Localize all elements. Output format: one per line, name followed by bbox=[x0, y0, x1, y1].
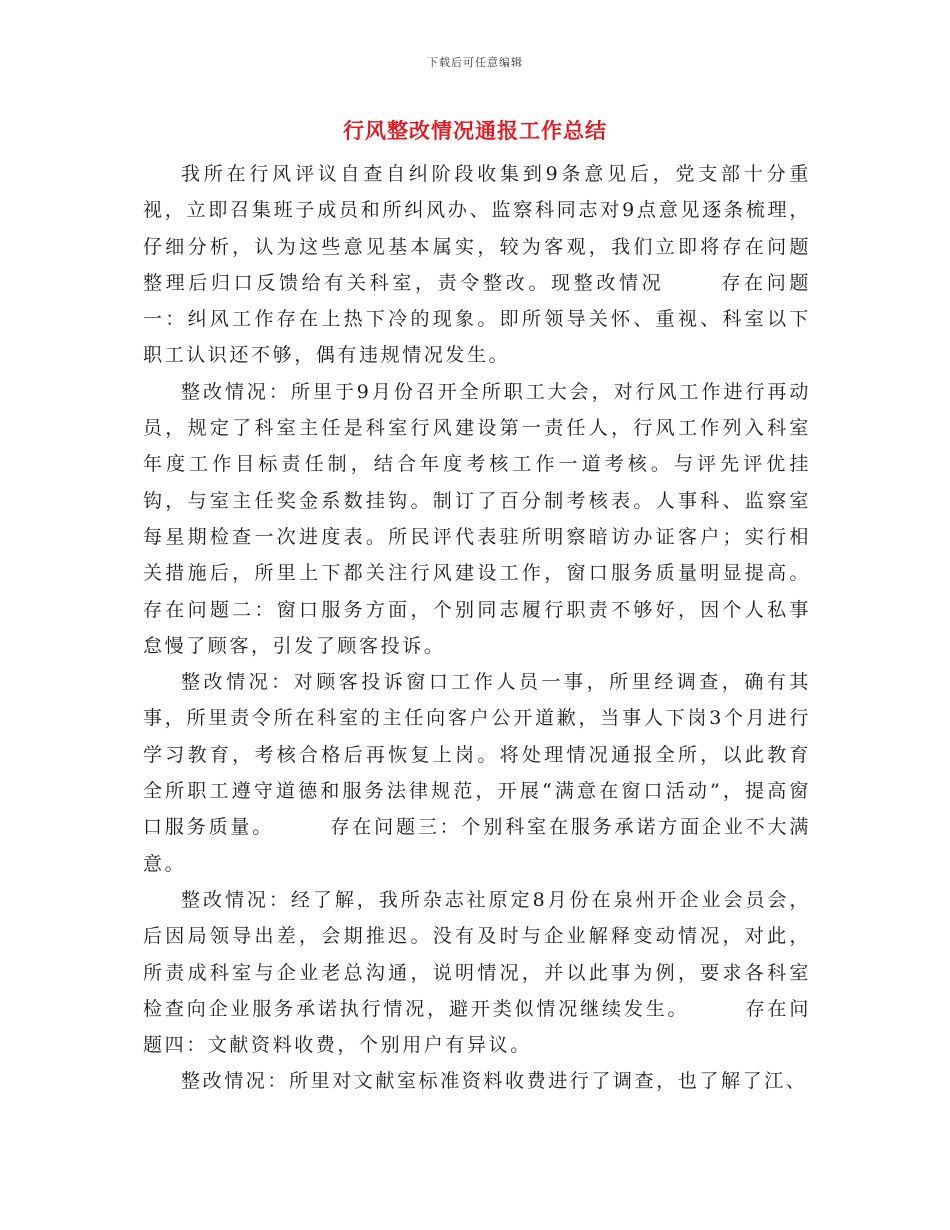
paragraph-text: 整改情况：所里对文献室标准资料收费进行了调查，也了解了江、 bbox=[181, 1070, 808, 1093]
paragraph bbox=[143, 156, 811, 374]
paragraph bbox=[143, 1063, 811, 1099]
paragraph-issue-text: 存在问题四：文献资料收费，个别用户有异议。 bbox=[143, 997, 811, 1057]
paragraph bbox=[143, 882, 811, 1063]
paragraph-issue-text: 存在问题三：个别科室在服务承诺方面企业不大满意。 bbox=[143, 816, 811, 875]
paragraph-text: 整改情况：经了解，我所杂志社原定8月份在泉州开企业会员会，后因局领导出差，会期推迟。没有及时与企业解释变动情况，对此，所责成科室与企业老总沟通，说明情况，并以此事为例，要求各科室检查向企业服务承诺执行情况，避开类似情况继续发生。 bbox=[143, 888, 811, 1020]
paragraph-issue-text: 存在问题一：纠风工作存在上热下冷的现象。即所领导关怀、重视、科室以下职工认识还不够，偶有违规情况发生。 bbox=[143, 271, 811, 367]
document-body bbox=[143, 156, 811, 1100]
paragraph-text: 整改情况：对顾客投诉窗口工作人员一事，所里经调查，确有其事，所里责令所在科室的主任向客户公开道歉，当事人下岗3个月进行学习教育，考核合格后再恢复上岗。将处理情况通报全所，以此教育全所职工遵守道德和服务法律规范，开展“满意在窗口活动”，提高窗口服务质量。 bbox=[143, 671, 811, 839]
document-title: 行风整改情况通报工作总结 bbox=[343, 118, 607, 143]
paragraph bbox=[143, 374, 811, 664]
page-header: 下载后可任意编辑 bbox=[427, 56, 523, 69]
paragraph-text: 整改情况：所里于9月份召开全所职工大会，对行风工作进行再动员，规定了科室主任是科室行风建设第一责任人，行风工作列入科室年度工作目标责任制，结合年度考核工作一道考核。与评先评优挂钩，与室主任奖金系数挂钩。制订了百分制考核表。人事科、监察室每星期检查一次进度表。所民评代表驻所明察暗访办证客户；实行相关措施后，所里上下都关注行风建设工作，窗口服务质量明显提高。存在问题二：窗口服务方面，个别同志履行职责不够好，因个人私事怠慢了顾客，引发了顾客投诉。 bbox=[143, 380, 811, 657]
paragraph bbox=[143, 664, 811, 882]
paragraph-text: 我所在行风评议自查自纠阶段收集到9条意见后，党支部十分重视，立即召集班子成员和所纠风办、监察科同志对9点意见逐条梳理，仔细分析，认为这些意见基本属实，较为客观，我们立即将存在问题整理后归口反馈给有关科室，责令整改。现整改情况 bbox=[143, 163, 811, 294]
